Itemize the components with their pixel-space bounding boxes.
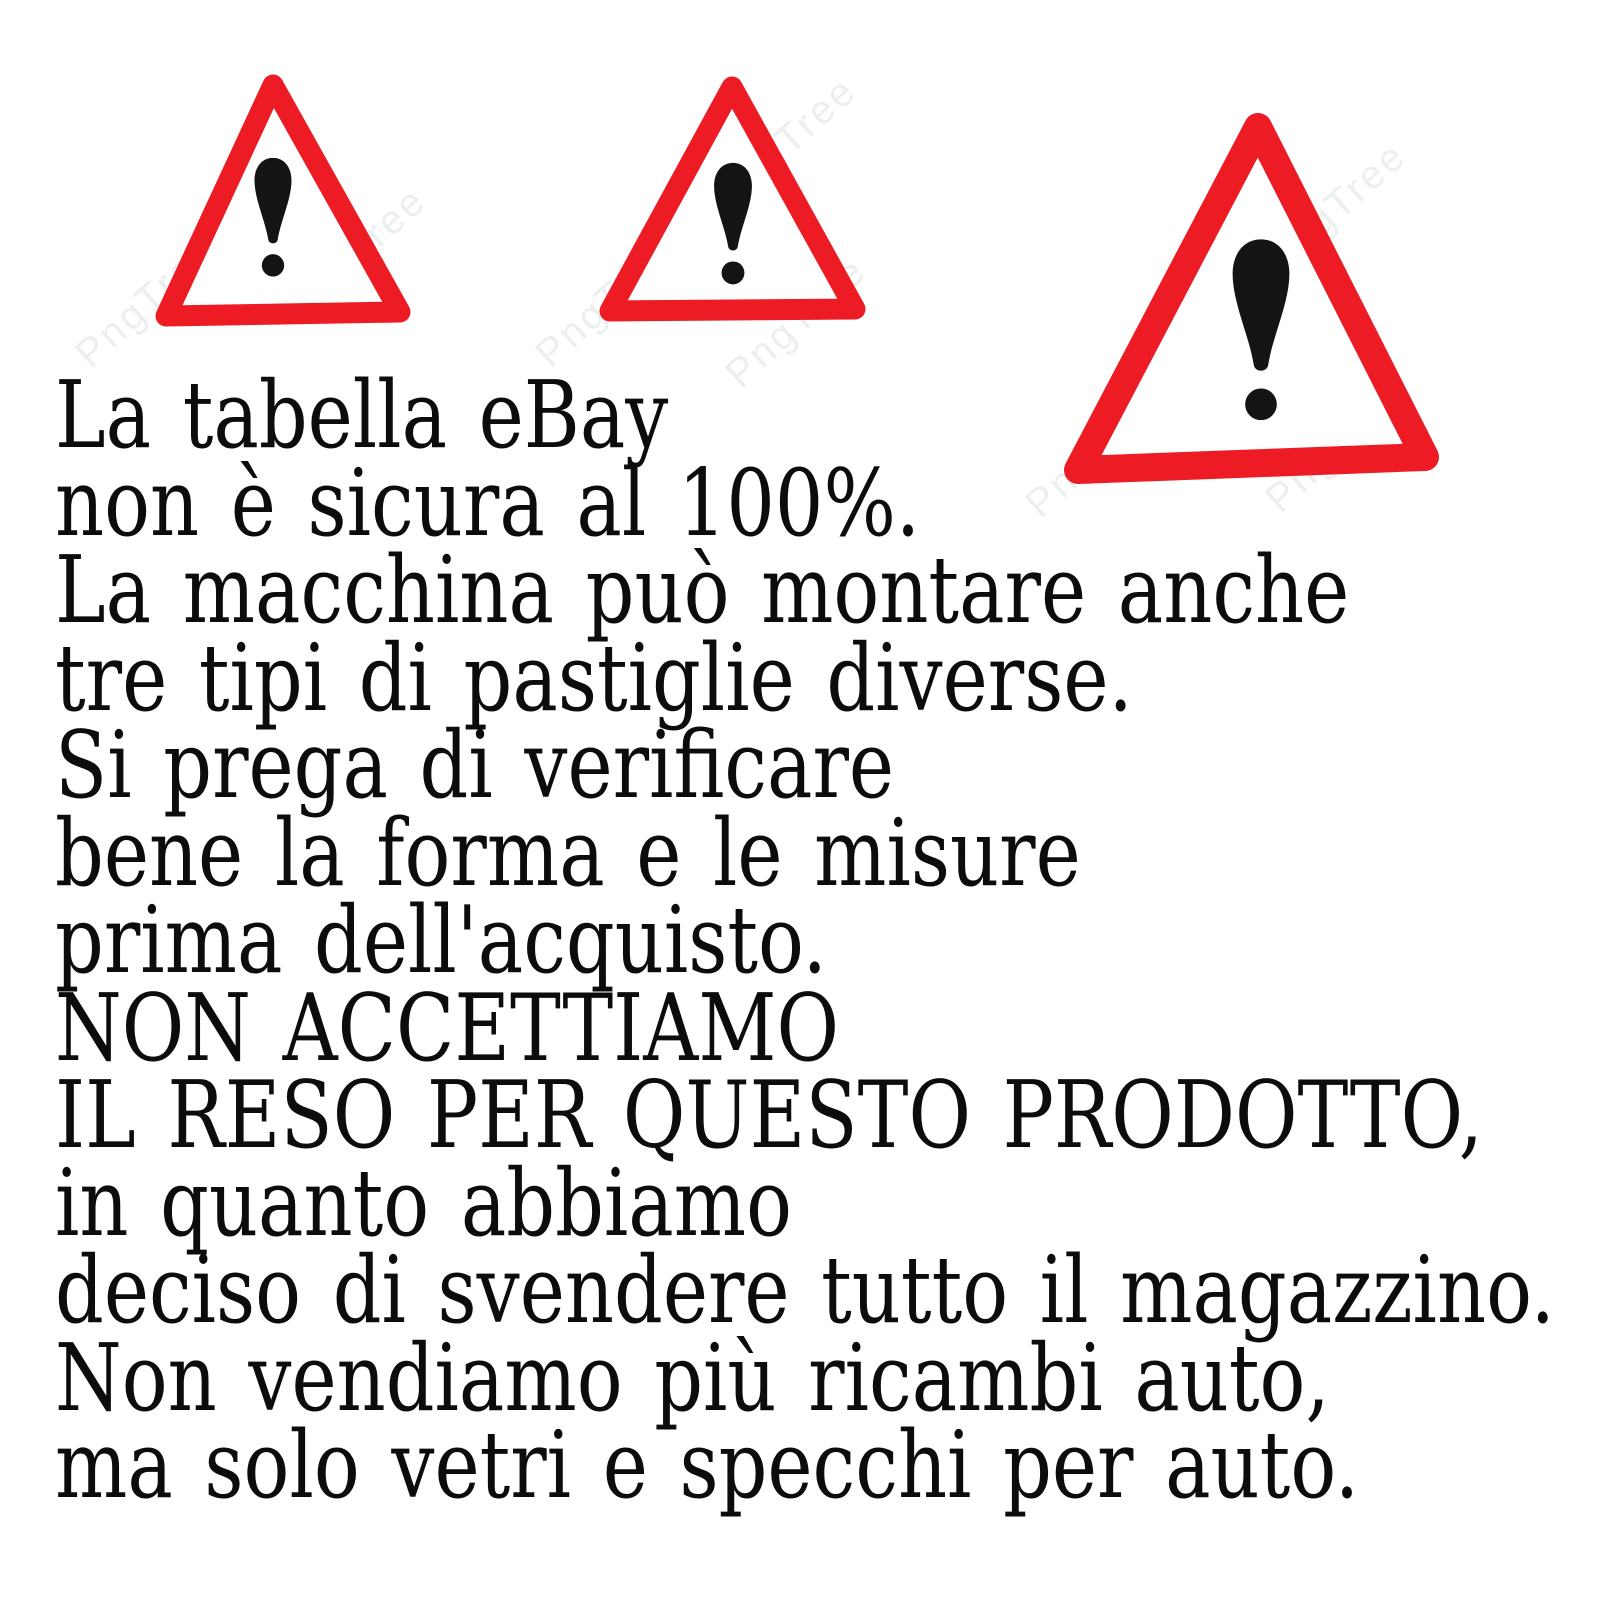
stock-watermark-text: PngTree — [67, 227, 226, 377]
notice-line: NON ACCETTIAMO — [55, 973, 839, 1082]
warning-triangle-icon — [140, 45, 430, 340]
stock-watermark-text: PngTree — [717, 247, 876, 397]
notice-line: IL RESO PER QUESTO PRODOTTO, — [55, 1061, 1483, 1169]
notice-line: non è sicura al 100%. — [55, 448, 921, 557]
notice-line: Non vendiamo più ricambi auto, — [55, 1323, 1330, 1432]
warning-triangle-icon — [555, 45, 885, 345]
notice-line: prima dell'acquisto. — [55, 886, 827, 994]
notice-text — [55, 361, 1555, 1519]
notice-line: in quanto abbiamo — [55, 1148, 793, 1257]
stock-watermark-text: PngTree — [707, 67, 866, 217]
stock-watermark-text: PngTree — [1257, 132, 1416, 282]
notice-line: tre tipi di pastiglie diverse. — [55, 623, 1133, 732]
notice-line: ma solo vetri e specchi per auto. — [55, 1411, 1360, 1519]
notice-line: Si prega di verificare — [55, 711, 895, 819]
notice-line: deciso di svendere tutto il magazzino. — [55, 1236, 1555, 1344]
notice-line: La tabella eBay — [55, 361, 669, 469]
notice-line: La macchina può montare anche — [55, 536, 1350, 644]
notice-line: bene la forma e le misure — [55, 798, 1081, 907]
